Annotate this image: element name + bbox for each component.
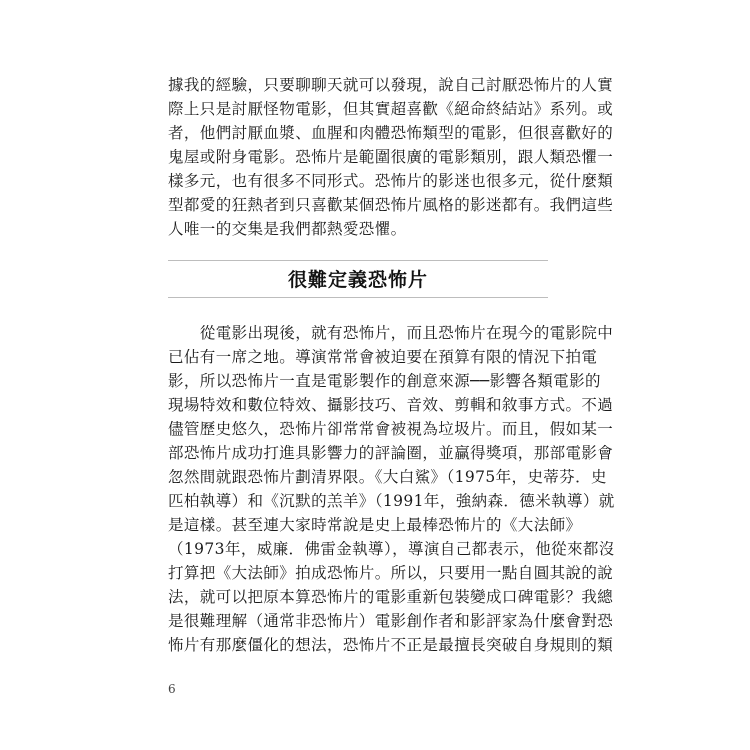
paragraph-line: 儘管歷史悠久，恐怖片卻常常會被視為垃圾片。而且，假如某一	[168, 420, 614, 438]
paragraph-line: 人唯一的交集是我們都熱愛恐懼。	[168, 220, 407, 238]
paragraph-line: 部恐怖片成功打進具影響力的評論圈，並贏得獎項，那部電影會	[168, 444, 614, 462]
section-heading: 很難定義恐怖片	[287, 269, 428, 291]
paragraph-line: 是很難理解（通常非恐怖片）電影創作者和影評家為什麼會對恐	[168, 612, 614, 630]
paragraph-line: 法，就可以把原本算恐怖片的電影重新包裝變成口碑電影？我總	[168, 588, 614, 606]
paragraph-line: 打算把《大法師》拍成恐怖片。所以，只要用一點自圓其說的說	[168, 564, 614, 582]
paragraph-line: （1973年，威廉．佛雷金執導），導演自己都表示，他從來都沒	[168, 540, 615, 558]
paragraph-line: 據我的經驗，只要聊聊天就可以發現，說自己討厭恐怖片的人實	[168, 76, 614, 94]
paragraph-line: 匹柏執導）和《沉默的羔羊》（1991年，強納森．德米執導）就	[168, 492, 615, 510]
heading-rule-top	[168, 260, 548, 261]
paragraph-line: 際上只是討厭怪物電影，但其實超喜歡《絕命終結站》系列。或	[168, 100, 614, 118]
page-number: 6	[168, 682, 176, 696]
paragraph-line: 型都愛的狂熱者到只喜歡某個恐怖片風格的影迷都有。我們這些	[168, 196, 614, 214]
paragraph-line: 現場特效和數位特效、攝影技巧、音效、剪輯和敘事方式。不過	[168, 396, 614, 414]
body-paragraph-1	[168, 73, 614, 241]
paragraph-line: 怖片有那麼僵化的想法，恐怖片不正是最擅長突破自身規則的類	[168, 636, 614, 654]
body-paragraph-2	[168, 321, 615, 657]
paragraph-line: 從電影出現後，就有恐怖片，而且恐怖片在現今的電影院中	[168, 324, 614, 342]
paragraph-line: 是這樣。甚至連大家時常說是史上最棒恐怖片的《大法師》	[168, 516, 582, 534]
paragraph-line: 忽然間就跟恐怖片劃清界限。《大白鯊》（1975年，史蒂芬．史	[168, 468, 607, 486]
paragraph-line: 者，他們討厭血漿、血腥和肉體恐怖類型的電影，但很喜歡好的	[168, 124, 614, 142]
paragraph-line: 影，所以恐怖片一直是電影製作的創意來源──影響各類電影的	[168, 372, 601, 390]
paragraph-line: 已佔有一席之地。導演常常會被迫要在預算有限的情況下拍電	[168, 348, 598, 366]
paragraph-line: 鬼屋或附身電影。恐怖片是範圍很廣的電影類別，跟人類恐懼一	[168, 148, 614, 166]
heading-rule-bottom	[168, 297, 548, 298]
paragraph-line: 樣多元，也有很多不同形式。恐怖片的影迷也很多元，從什麼類	[168, 172, 614, 190]
